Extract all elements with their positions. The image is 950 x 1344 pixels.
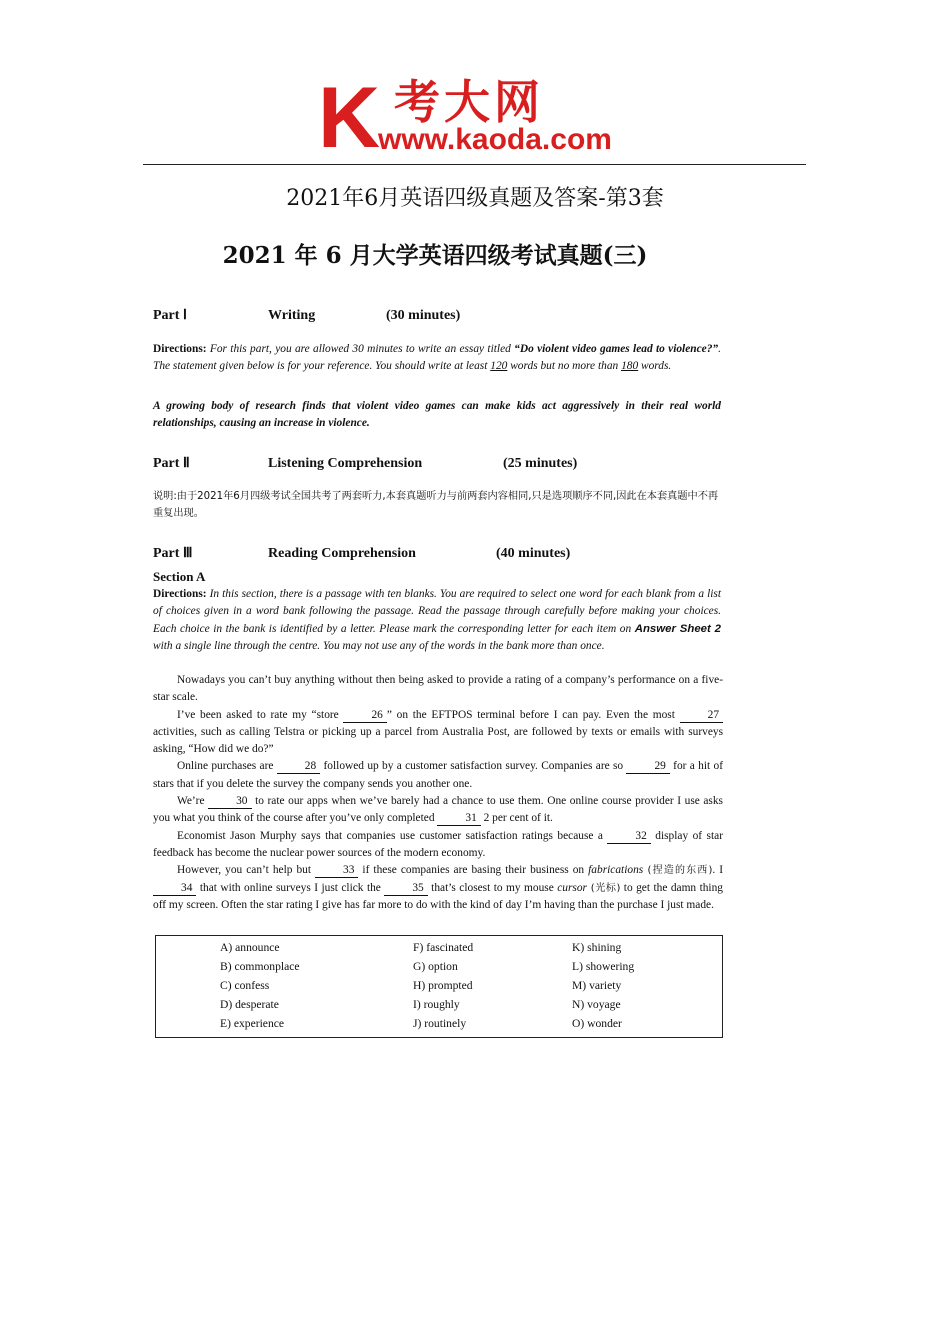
word-bank-item: N) voyage [572, 998, 621, 1011]
part1-label: Part Ⅰ [153, 308, 188, 323]
blank-31: 31 [437, 812, 480, 826]
part2-heading [153, 454, 713, 474]
part1-statement: A growing body of research finds that violent video games can make kids act aggressively in their real world relationships, causing an increase in violence. [153, 400, 721, 430]
part1-name: Writing [268, 308, 316, 323]
blank-27: 27 [680, 709, 723, 723]
passage [153, 672, 723, 914]
blank-26: 26 [343, 709, 386, 723]
word-bank-item: B) commonplace [220, 960, 300, 973]
exam-title: 2021 年 6 月大学英语四级考试真题(三) [222, 242, 648, 269]
part2-label: Part Ⅱ [153, 456, 190, 471]
word-bank-item: C) confess [220, 979, 270, 992]
part3-label: Part Ⅲ [153, 546, 193, 561]
passage-paragraph-5: Economist Jason Murphy says that companies use customer satisfaction ratings because a 32 display of star feedback has become the nuclear power sources of the modern economy. [153, 829, 723, 859]
word-bank-item: H) prompted [413, 979, 473, 992]
part3-name: Reading Comprehension [268, 546, 416, 561]
blank-29: 29 [626, 760, 669, 774]
word-bank-item: J) routinely [413, 1017, 467, 1030]
passage-paragraph-2: I’ve been asked to rate my “store 26 ” on the EFTPOS terminal before I can pay. Even the most 27 activities, such as calling Telstra or picking up a parcel from Australia Post, are followed by texts or emails with surveys asking, “How did we do?” [153, 708, 723, 756]
blank-34: 34 [153, 882, 196, 896]
word-bank-item: I) roughly [413, 998, 460, 1011]
header-divider [143, 164, 806, 165]
part3-directions: Directions: In this section, there is a passage with ten blanks. You are required to select one word for each blank from a list of choices given in a word bank following the passage. Read the passage through carefully before making your choices. Each choice in the bank is identified by a letter. Please mark the corresponding letter for each item on Answer Sheet 2 with a single line through the centre. You may not use any of the words in the bank more than once. [153, 588, 721, 652]
word-bank-item: M) variety [572, 979, 622, 992]
passage-paragraph-1: Nowadays you can’t buy anything without then being asked to provide a rating of a company’s performance on a five-star scale. [153, 674, 723, 704]
part2-note: 说明:由于2021年6月四级考试全国共考了两套听力,本套真题听力与前两套内容相同,只是选项顺序不同,因此在本套真题中不再重复出现。 [153, 491, 719, 519]
answer-sheet-label: Answer Sheet 2 [634, 622, 721, 635]
word-bank-item: F) fascinated [413, 941, 474, 954]
blank-30: 30 [208, 795, 251, 809]
min-words: 120 [490, 360, 508, 373]
blank-33: 33 [315, 864, 358, 878]
part2-name: Listening Comprehension [268, 456, 423, 471]
blank-28: 28 [277, 760, 320, 774]
word-bank-item: O) wonder [572, 1017, 622, 1030]
passage-paragraph-3: Online purchases are 28 followed up by a customer satisfaction survey. Companies are so 29 for a hit of stars that if you delete the survey the company sends you another one. [153, 760, 723, 790]
word-bank-item: G) option [413, 960, 458, 973]
word-bank-item: E) experience [220, 1017, 285, 1030]
kaoda-logo [318, 70, 648, 166]
logo-url: www.kaoda.com [378, 123, 612, 156]
word-bank-item: K) shining [572, 941, 622, 954]
word-bank [155, 935, 723, 1038]
part2-time: (25 minutes) [503, 456, 578, 471]
logo-brand-text: 考大网 [394, 75, 544, 129]
section-a-heading: Section A [153, 569, 206, 584]
blank-32: 32 [607, 830, 650, 844]
part1-directions: Directions: For this part, you are allowed 30 minutes to write an essay titled “Do violent video games lead to violence?”. The statement given below is for your reference. You should write at least 120 words but no more than 180 words. [153, 343, 721, 373]
document-title: 2021年6月英语四级真题及答案-第3套 [286, 186, 664, 211]
passage-paragraph-6: However, you can’t help but 33 if these companies are basing their business on fabrications (捏造的东西). I 34 that with online surveys I just click the 35 that’s closest to my mouse cursor (光标) to get the damn thing off my screen. Often the star rating I give has far more to do with the kind of day I’m having than the purchase I just made. [153, 864, 724, 911]
logo-k-letter: K [318, 70, 377, 166]
part1-heading [153, 306, 713, 326]
max-words: 180 [621, 360, 639, 373]
word-bank-item: L) showering [572, 960, 635, 973]
passage-paragraph-4: We’re 30 to rate our apps when we’ve barely had a chance to use them. One online course provider I use asks you what you think of the course after you’ve only completed 31 2 per cent of it. [153, 795, 723, 825]
part1-time: (30 minutes) [386, 308, 461, 323]
part3-time: (40 minutes) [496, 546, 571, 561]
word-bank-item: D) desperate [220, 998, 279, 1011]
blank-35: 35 [384, 882, 427, 896]
word-bank-item: A) announce [220, 941, 280, 954]
essay-title: “Do violent video games lead to violence?” [514, 343, 719, 355]
part3-heading [153, 544, 713, 564]
